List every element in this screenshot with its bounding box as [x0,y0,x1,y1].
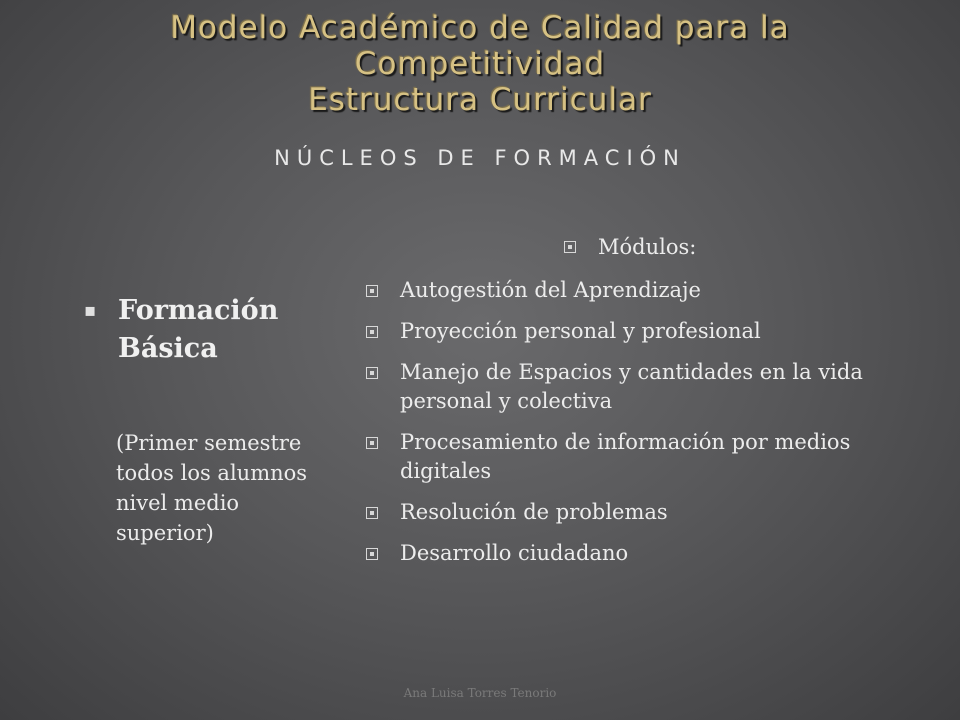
boxed-square-bullet-icon [564,241,576,253]
module-label: Manejo de Espacios y cantidades en la vida personal y colectiva [400,360,863,413]
module-label: Procesamiento de información por medios digitales [400,430,851,483]
slide-subtitle: NÚCLEOS DE FORMACIÓN [274,146,686,170]
list-item [366,276,926,305]
module-label: Proyección personal y profesional [400,319,761,343]
module-label: Desarrollo ciudadano [400,541,629,565]
boxed-square-bullet-icon [366,548,378,560]
list-item [366,539,926,568]
footer-author: Ana Luisa Torres Tenorio [403,686,557,700]
modules-heading-label: Módulos: [598,235,697,259]
formacion-basica-note: (Primer semestre todos los alumnos nivel medio superior) [116,431,308,545]
boxed-square-bullet-icon [366,367,378,379]
boxed-square-bullet-icon [366,507,378,519]
module-label: Resolución de problemas [400,500,668,524]
list-item [366,498,926,527]
list-item [366,358,926,416]
modules-column [366,232,926,580]
list-item [366,428,926,486]
boxed-square-bullet-icon [366,326,378,338]
square-bullet-icon: ▪ [84,300,97,321]
list-item [366,317,926,346]
modules-heading [564,232,926,262]
boxed-square-bullet-icon [366,437,378,449]
title-line-1: Modelo Académico de Calidad para la [170,10,790,46]
formacion-basica-label: Formación Básica [118,295,279,364]
slide-title [0,10,960,118]
left-column [84,292,334,548]
module-label: Autogestión del Aprendizaje [400,278,701,302]
formacion-basica-item [84,292,334,368]
boxed-square-bullet-icon [366,285,378,297]
title-line-3: Estructura Curricular [308,82,652,118]
title-line-2: Competitividad [354,46,606,82]
